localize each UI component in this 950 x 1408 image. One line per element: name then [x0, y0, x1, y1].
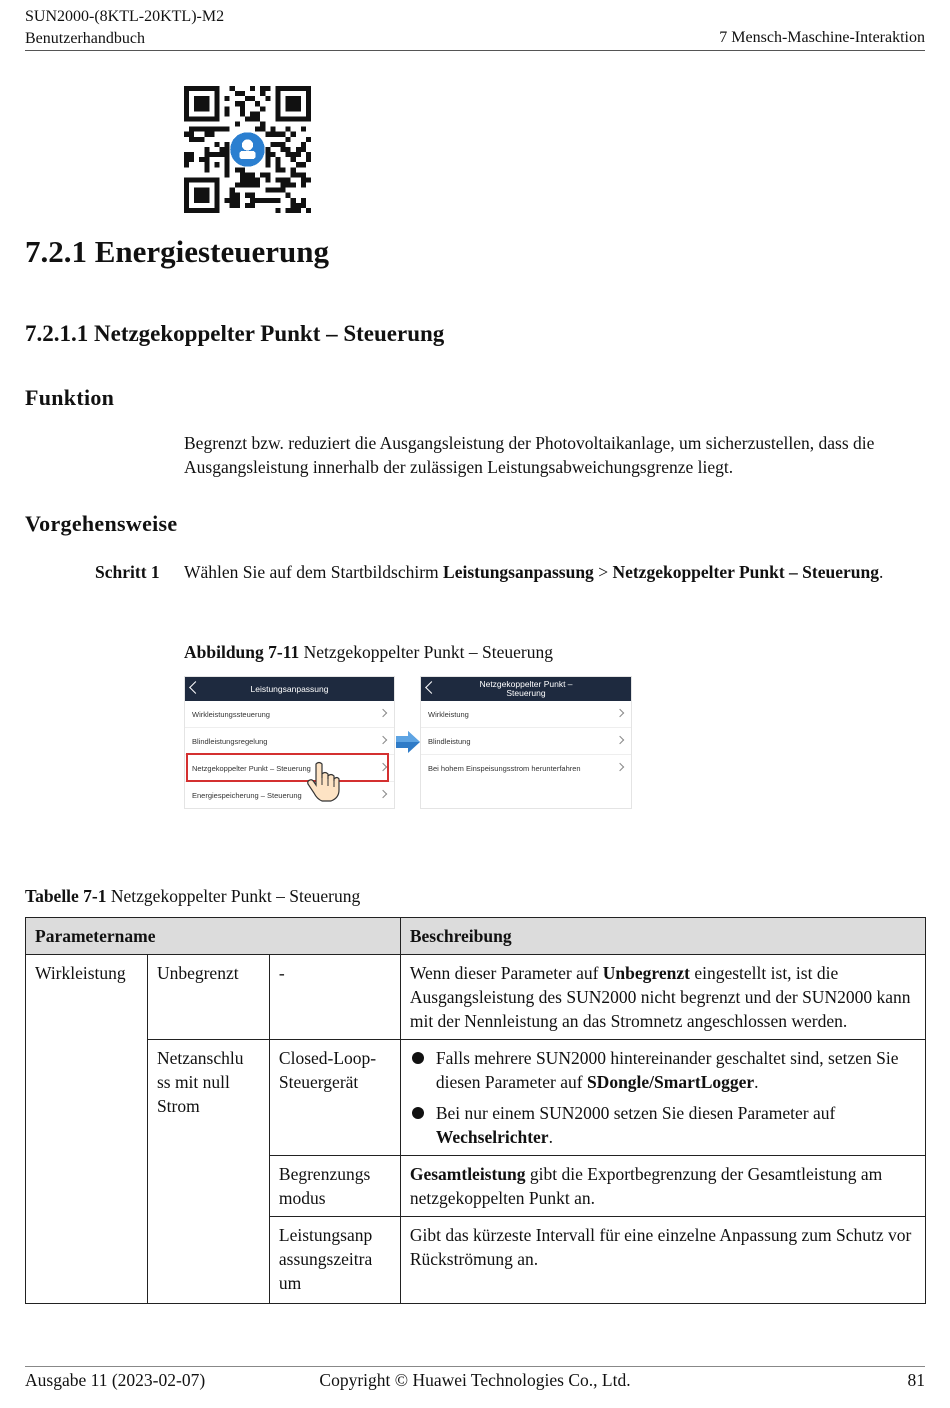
section-title: 7.2.1 Energiesteuerung — [25, 234, 329, 269]
page-number: 81 — [907, 1370, 925, 1390]
menu-item-highlighted[interactable]: Netzgekoppelter Punkt – Steuerung — [185, 755, 394, 782]
cell-description: Gibt das kürzeste Intervall für eine einzelne Anpassung zum Schutz vor Rückströmung an. — [400, 1217, 925, 1304]
bullet-dot-icon — [412, 1107, 424, 1119]
cell-description — [400, 1040, 925, 1156]
chevron-right-icon — [616, 709, 624, 717]
menu-item[interactable]: Blindleistungsregelung — [185, 728, 394, 755]
cell-netzanschluss: Netzanschlu ss mit null Strom — [147, 1040, 269, 1304]
cell-dash: - — [269, 955, 400, 1040]
step-label: Schritt 1 — [95, 562, 160, 582]
table-row — [26, 955, 926, 1040]
product-name: SUN2000-(8KTL-20KTL)-M2 — [25, 8, 225, 25]
chevron-right-icon — [379, 790, 387, 798]
cell-unbegrenzt: Unbegrenzt — [147, 955, 269, 1040]
document-type: Benutzerhandbuch — [25, 30, 145, 47]
subsection-title: 7.2.1.1 Netzgekoppelter Punkt – Steuerung — [25, 321, 445, 346]
chevron-right-icon — [379, 736, 387, 744]
menu-item[interactable]: Blindleistung — [421, 728, 631, 755]
parameter-table — [25, 917, 926, 1304]
menu-item[interactable]: Wirkleistung — [421, 701, 631, 728]
cell-closed-loop: Closed-Loop-Steuergerät — [269, 1040, 400, 1156]
cell-begrenzungsmodus: Begrenzungs modus — [269, 1156, 400, 1217]
chapter-title: 7 Mensch-Maschine-Interaktion — [719, 29, 925, 46]
step-text: Wählen Sie auf dem Startbildschirm Leistungsanpassung > Netzgekoppelter Punkt – Steuerung. — [184, 562, 884, 582]
funktion-text: Begrenzt bzw. reduziert die Ausgangsleistung der Photovoltaikanlage, um sicherzustellen, dass die Ausgangsleistung innerhalb der zulässigen Leistungsabweichungsgrenze liegt. — [184, 433, 875, 477]
bullet-dot-icon — [412, 1052, 424, 1064]
phone-screen-left — [184, 676, 395, 809]
highlight-box — [186, 753, 389, 782]
cell-anpassungszeitraum: Leistungsanp assungszeitra um — [269, 1217, 400, 1304]
footer-divider — [25, 1366, 925, 1367]
table-header-row — [26, 918, 926, 955]
header-beschreibung: Beschreibung — [400, 918, 925, 955]
chevron-right-icon — [379, 709, 387, 717]
figure-caption: Abbildung 7-11 Netzgekoppelter Punkt – Steuerung — [184, 642, 553, 662]
menu-item[interactable]: Bei hohem Einspeisungsstrom herunterfahren — [421, 755, 631, 782]
chevron-right-icon — [616, 763, 624, 771]
header-left — [25, 6, 224, 50]
header-divider — [25, 50, 925, 51]
cell-description: Wenn dieser Parameter auf Unbegrenzt eingestellt ist, ist die Ausgangsleistung des SUN2000 nicht begrenzt und der SUN2000 kann mit der Nennleistung an das Stromnetz angeschlossen werden. — [400, 955, 925, 1040]
cell-description: Gesamtleistung gibt die Exportbegrenzung der Gesamtleistung am netzgekoppelten Punkt an. — [400, 1156, 925, 1217]
menu-item[interactable]: Wirkleistungssteuerung — [185, 701, 394, 728]
table-caption: Tabelle 7-1 Netzgekoppelter Punkt – Steuerung — [25, 886, 361, 906]
menu-item[interactable]: Energiespeicherung – Steuerung — [185, 782, 394, 809]
footer-edition: Ausgabe 11 (2023-02-07) — [25, 1370, 206, 1390]
hand-pointer-icon — [306, 760, 340, 802]
chevron-right-icon — [616, 736, 624, 744]
header-parametername: Parametername — [26, 918, 401, 955]
app-bar-left: Leistungsanpassung — [185, 677, 394, 701]
back-icon[interactable] — [189, 681, 202, 694]
qr-code — [184, 86, 311, 213]
phone-screen-right — [420, 676, 632, 809]
app-bar-right: Netzgekoppelter Punkt – Steuerung — [421, 677, 631, 701]
back-icon[interactable] — [425, 681, 438, 694]
cell-wirkleistung: Wirkleistung — [26, 955, 148, 1304]
vorgehensweise-heading: Vorgehensweise — [25, 511, 178, 536]
table-row — [26, 1040, 926, 1156]
funktion-heading: Funktion — [25, 385, 115, 410]
bullet-item: Falls mehrere SUN2000 hintereinander geschaltet sind, setzen Sie diesen Parameter auf SDongle/SmartLogger. — [410, 1046, 916, 1094]
arrow-right-icon — [396, 731, 420, 753]
bullet-item: Bei nur einem SUN2000 setzen Sie diesen Parameter auf Wechselrichter. — [410, 1101, 916, 1149]
footer-copyright: Copyright © Huawei Technologies Co., Ltd. — [319, 1370, 631, 1390]
